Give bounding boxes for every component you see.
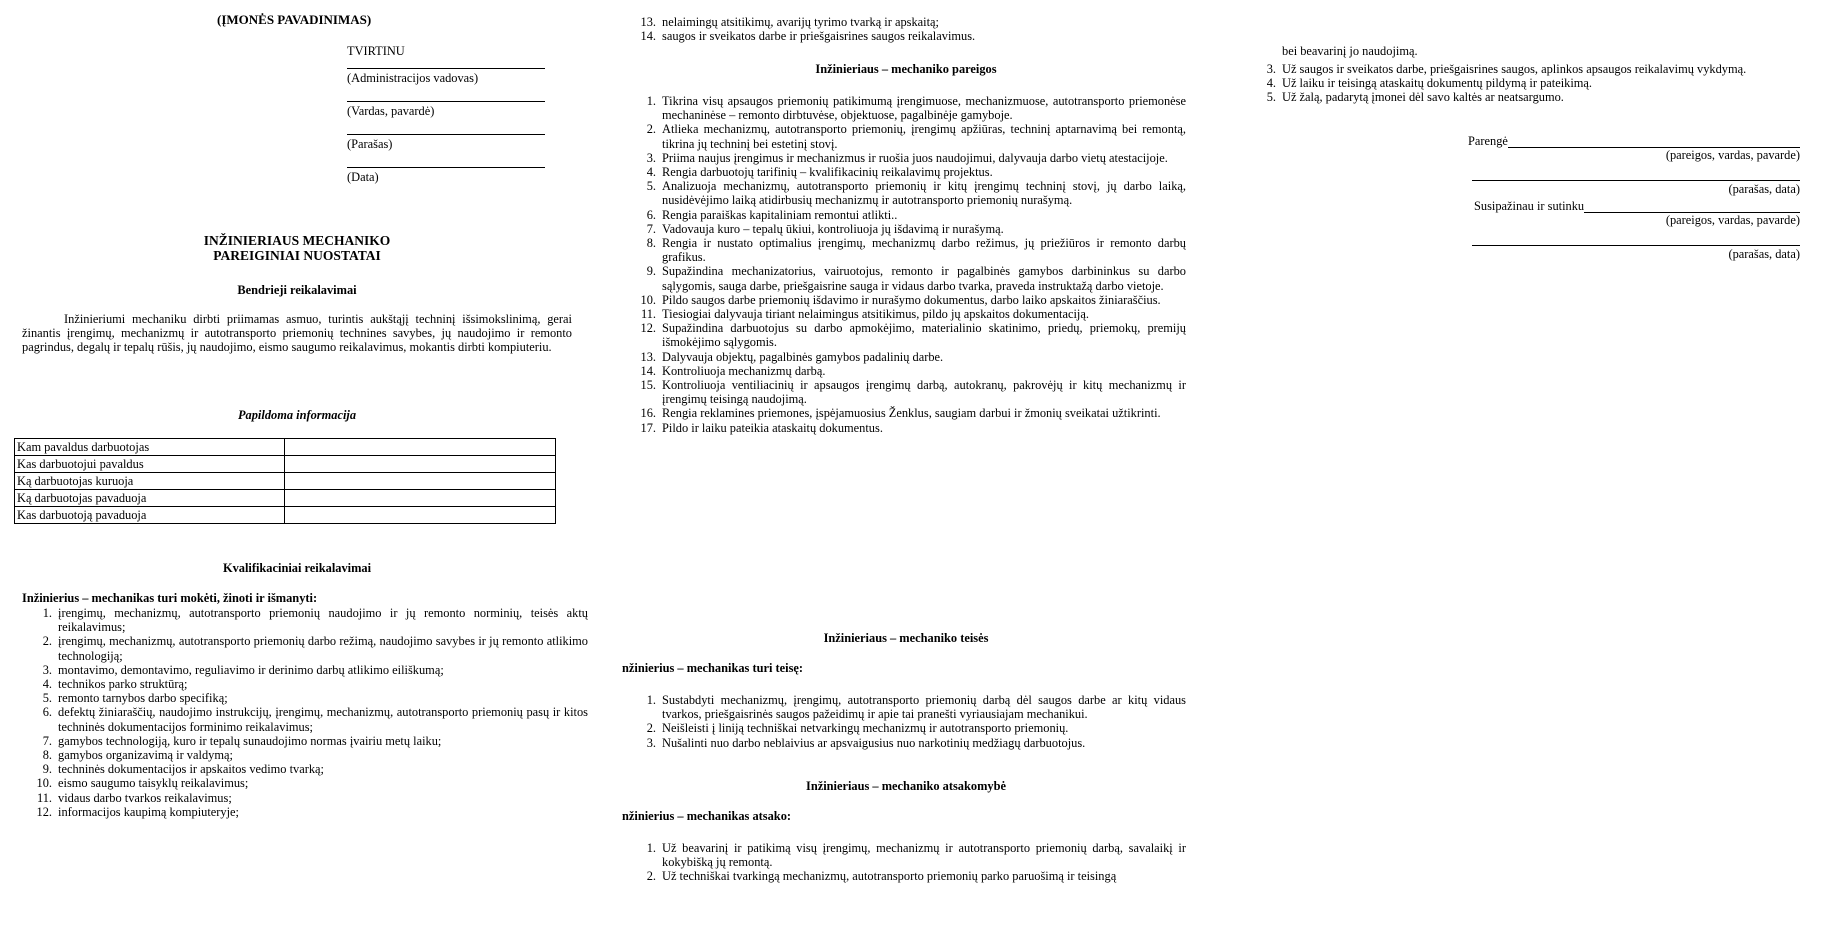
document-title-line1: INŽINIERIAUS MECHANIKO <box>203 233 391 248</box>
list-item-number: 1. <box>42 606 52 620</box>
list-item <box>626 293 1186 307</box>
table-row <box>15 456 556 473</box>
list-item <box>626 350 1186 364</box>
list-item-number: 13. <box>640 349 656 364</box>
list-item <box>626 307 1186 321</box>
list-item <box>626 869 1186 883</box>
list-item <box>626 406 1186 420</box>
rights-list <box>626 693 1186 750</box>
company-name: (ĮMONĖS PAVADINIMAS) <box>217 12 372 27</box>
list-item <box>22 734 588 748</box>
duties-heading: Inžinieriaus – mechaniko pareigos <box>815 62 997 76</box>
list-item <box>626 165 1186 179</box>
table-cell-label: Ką darbuotojas kuruoja <box>15 473 285 490</box>
list-item <box>626 29 1186 43</box>
table-cell-value <box>285 456 556 473</box>
acknowledged-signature-line <box>1472 245 1800 246</box>
list-item <box>626 94 1186 122</box>
additional-info-heading: Papildoma informacija <box>237 408 357 422</box>
list-item-number: 6. <box>42 705 52 720</box>
approve-title: TVIRTINU <box>347 44 405 58</box>
list-item-number: 12. <box>36 804 52 819</box>
table-cell-label: Kas darbuotoją pavaduoja <box>15 507 285 524</box>
list-item-text: saugos ir sveikatos darbe ir priešgaisrines saugos reikalavimus. <box>662 29 976 44</box>
document-title-line2: PAREIGINIAI NUOSTATAI <box>213 248 381 263</box>
list-item-text: remonto tarnybos darbo specifiką; <box>58 691 228 706</box>
list-item-number: 1. <box>646 94 656 108</box>
duties-list <box>626 94 1186 435</box>
table-cell-label: Ką darbuotojas pavaduoja <box>15 490 285 507</box>
list-item-number: 2. <box>646 721 656 736</box>
list-item <box>626 222 1186 236</box>
list-item <box>626 364 1186 378</box>
rights-heading: Inžinieriaus – mechaniko teisės <box>823 631 989 645</box>
table-cell-label: Kam pavaldus darbuotojas <box>15 439 285 456</box>
responsibility-heading: Inžinieriaus – mechaniko atsakomybė <box>806 779 1006 793</box>
list-item-number: 16. <box>640 406 656 421</box>
list-item-text: Neišleisti į liniją techniškai netvarkingų mechanizmų ir autotransporto priemonių. <box>662 721 1069 736</box>
list-item-number: 10. <box>640 292 656 307</box>
list-item-text: Dalyvauja objektų, pagalbinės gamybos padalinių darbe. <box>662 349 944 364</box>
list-item <box>1246 76 1802 90</box>
prepared-by-caption-position: (pareigos, vardas, pavarde) <box>1665 148 1800 163</box>
list-item <box>626 179 1186 207</box>
document-title <box>14 233 580 263</box>
qualification-heading: Kvalifikaciniai reikalavimai <box>222 561 372 575</box>
list-item-number: 7. <box>42 733 52 748</box>
list-item-text: Už laiku ir teisingą ataskaitų dokumentų pildymą ir pateikimą. <box>1282 76 1593 91</box>
list-item-text: įrengimų, mechanizmų, autotransporto priemonių darbo režimą, naudojimo savybes ir jų remonto atlikimo technologiją; <box>58 634 588 663</box>
list-item <box>22 762 588 776</box>
list-item-number: 2. <box>646 869 656 884</box>
list-item-number: 8. <box>42 748 52 763</box>
list-item-text: Už žalą, padarytą įmonei dėl savo kaltės ar neatsargumo. <box>1282 90 1564 105</box>
qualification-list <box>22 606 588 819</box>
acknowledged-line <box>1584 201 1800 213</box>
list-item-text: defektų žiniaraščių, naudojimo instrukcijų, įrengimų, mechanizmų, autotransporto priemonių pasų ir kitos techninės dokumentacijos forminimo reikalavimus; <box>58 705 588 734</box>
list-item-text: Už techniškai tvarkingą mechanizmų, autotransporto priemonių parko paruošimą ir teisingą <box>662 869 1117 884</box>
list-item-text: nelaimingų atsitikimų, avarijų tyrimo tvarką ir apskaitą; <box>662 15 939 29</box>
responsibility-item-continued: bei beavarinį jo naudojimą. <box>1282 44 1418 58</box>
list-item <box>22 805 588 819</box>
list-item <box>22 634 588 662</box>
list-item-text: Rengia reklamines priemones, įspėjamuosius Ženklus, saugiam darbui ir žmonių sveikatai užtikrinti. <box>662 406 1161 421</box>
list-item-number: 8. <box>646 236 656 251</box>
signature-line-signature: (Parašas) <box>347 134 545 157</box>
list-item <box>22 776 588 790</box>
list-item <box>22 691 588 705</box>
additional-info-table <box>14 438 556 524</box>
list-item-text: vidaus darbo tvarkos reikalavimus; <box>58 790 232 805</box>
list-item-text: Kontroliuoja ventiliacinių ir apsaugos įrengimų darbą, autokranų, pakrovėjų ir kitų mechanizmų ir įrengimų teisingą naudojimą. <box>662 378 1186 407</box>
list-item-number: 9. <box>646 264 656 279</box>
signature-line-name: (Vardas, pavardė) <box>347 101 545 124</box>
list-item-number: 2. <box>646 122 656 137</box>
list-item-number: 3. <box>646 735 656 750</box>
list-item-number: 1. <box>646 693 656 707</box>
list-item-number: 4. <box>646 165 656 180</box>
signature-line-date: (Data) <box>347 167 545 190</box>
list-item <box>626 264 1186 292</box>
list-item-text: Tiesiogiai dalyvauja tiriant nelaimingus atsitikimus, pildo jų apskaitos dokumentaciją. <box>662 307 1089 322</box>
list-item-text: Supažindina mechanizatorius, vairuotojus, remonto ir pagalbinės gamybos darbininkus su darbo sąlygomis, sauga darbe, priešgaisrine sauga ir vidaus darbo tvarka, praveda instruktažą darbo vietoje. <box>662 264 1186 293</box>
prepared-by-signature-line <box>1472 180 1800 181</box>
list-item-number: 15. <box>640 378 656 393</box>
list-item-text: Pildo ir laiku pateikia ataskaitų dokumentus. <box>662 420 883 435</box>
prepared-by-caption-signature: (parašas, data) <box>1728 182 1800 196</box>
list-item-text: Tikrina visų apsaugos priemonių patikimumą įrengimuose, mechanizmuose, autotransporto priemonėse mechaninėse – remonto dirbtuvėse, objektuose, pagalbinėje gamyboje. <box>662 94 1186 123</box>
list-item <box>626 721 1186 735</box>
list-item-text: informacijos kaupimą kompiuteryje; <box>58 804 239 819</box>
responsibility-lead: nžinierius – mechanikas atsako: <box>622 809 792 823</box>
list-item-text: Sustabdyti mechanizmų, įrengimų, autotransporto priemonių darbą dėl saugos darbe ar kitų vidaus tvarkos, priešgaisrinės saugos pažeidimų ir apie tai pranešti vyriausiajam mechanikui. <box>662 693 1186 722</box>
list-item-number: 5. <box>42 691 52 706</box>
list-item <box>626 321 1186 349</box>
list-item <box>22 748 588 762</box>
table-row <box>15 439 556 456</box>
list-item-text: Už saugos ir sveikatos darbe, priešgaisrines saugos, aplinkos apsaugos reikalavimų vykdymą. <box>1282 62 1747 76</box>
prepared-by-label: Parengė <box>1468 134 1508 148</box>
list-item <box>626 378 1186 406</box>
acknowledged-caption-signature: (parašas, data) <box>1728 247 1800 261</box>
list-item-number: 17. <box>640 420 656 435</box>
list-item-number: 5. <box>1266 90 1276 105</box>
list-item-text: įrengimų, mechanizmų, autotransporto priemonių naudojimo ir jų remonto norminių, teisės aktų reikalavimus; <box>58 606 588 635</box>
acknowledged-block <box>1474 199 1800 227</box>
table-row <box>15 490 556 507</box>
list-item <box>626 236 1186 264</box>
list-item-text: gamybos technologiją, kuro ir tepalų sunaudojimo normas įvairiu metų laiku; <box>58 733 442 748</box>
table-cell-label: Kas darbuotojui pavaldus <box>15 456 285 473</box>
list-item-number: 3. <box>42 662 52 677</box>
prepared-by-block <box>1468 134 1800 162</box>
acknowledged-label: Susipažinau ir sutinku <box>1474 199 1585 213</box>
general-text: Inžinieriumi mechaniku dirbti priimamas asmuo, turintis aukštąjį techninį išsimokslinimą, gerai žinantis įrengimų, mechanizmų ir autotransporto priemonių technines savybes, jų naudojimo ir remonto pagrindus, degalų ir tepalų rūšis, jų naudojimo, eismo saugumo reikalavimus, mokantis dirbti kompiuteriu. <box>22 312 572 355</box>
qualification-list-continued <box>626 15 1186 43</box>
list-item-text: Analizuoja mechanizmų, autotransporto priemonių ir kitų įrengimų techninį stovį, jų darbo laiką, nusidėvėjimo laiką atidirbusių mechanizmų ir autotransporto priemonių nurašymą. <box>662 179 1186 208</box>
list-item <box>22 791 588 805</box>
list-item-text: montavimo, demontavimo, reguliavimo ir derinimo darbų atlikimo eiliškumą; <box>58 662 444 677</box>
list-item-text: technikos parko struktūrą; <box>58 677 188 692</box>
list-item-text: gamybos organizavimą ir valdymą; <box>58 748 233 763</box>
list-item-number: 14. <box>640 29 656 44</box>
list-item-number: 11. <box>36 790 52 805</box>
list-item-text: Priima naujus įrengimus ir mechanizmus ir ruošia juos naudojimui, dalyvauja darbo vietų atestacijoje. <box>662 150 1168 165</box>
list-item-number: 6. <box>646 207 656 222</box>
list-item <box>626 736 1186 750</box>
list-item-text: Rengia ir nustato optimalius įrengimų, mechanizmų darbo režimus, jų priežiūros ir remonto darbų grafikus. <box>662 236 1186 265</box>
list-item <box>626 15 1186 29</box>
list-item-number: 11. <box>640 307 656 322</box>
table-row <box>15 473 556 490</box>
list-item-number: 4. <box>42 677 52 692</box>
list-item-text: Atlieka mechanizmų, autotransporto priemonių, įrengimų apžiūras, techninį aptarnavimą bei remontą, tikrina jų techninį bei estetinį stovį. <box>662 122 1186 151</box>
list-item-number: 12. <box>640 321 656 336</box>
list-item <box>1246 62 1802 76</box>
list-item <box>22 663 588 677</box>
list-item-text: Kontroliuoja mechanizmų darbą. <box>662 363 826 378</box>
list-item-number: 1. <box>646 841 656 855</box>
rights-lead: nžinierius – mechanikas turi teisę: <box>622 661 804 675</box>
list-item-text: Pildo saugos darbe priemonių išdavimo ir nurašymo dokumentus, darbo laiko apskaitos žiniaraščius. <box>662 292 1161 307</box>
list-item-number: 10. <box>36 776 52 791</box>
list-item <box>626 208 1186 222</box>
list-item <box>626 122 1186 150</box>
list-item-number: 5. <box>646 179 656 194</box>
list-item-text: Rengia paraiškas kapitaliniam remontui atlikti.. <box>662 207 898 222</box>
list-item-text: techninės dokumentacijos ir apskaitos vedimo tvarką; <box>58 762 324 777</box>
list-item-number: 14. <box>640 363 656 378</box>
table-row <box>15 507 556 524</box>
list-item-number: 3. <box>646 150 656 165</box>
list-item <box>626 693 1186 721</box>
acknowledged-caption-position: (pareigos, vardas, pavarde) <box>1665 213 1800 228</box>
table-cell-value <box>285 439 556 456</box>
list-item-text: Už beavarinį ir patikimą visų įrengimų, mechanizmų ir autotransporto priemonių darbą, savalaikį ir kokybišką jų remontą. <box>662 841 1186 870</box>
table-cell-value <box>285 507 556 524</box>
list-item-text: Supažindina darbuotojus su darbo apmokėjimo, materialinio skatinimo, priedų, priemokų, premijų išmokėjimo sąlygomis. <box>662 321 1186 350</box>
list-item <box>1246 90 1802 104</box>
approval-block <box>347 44 545 190</box>
list-item <box>626 841 1186 869</box>
prepared-by-line <box>1508 136 1800 148</box>
general-heading: Bendrieji reikalavimai <box>237 283 357 297</box>
responsibility-list <box>626 841 1186 884</box>
signature-line-administration: (Administracijos vadovas) <box>347 68 545 91</box>
responsibility-list-continued <box>1246 62 1802 105</box>
list-item-number: 2. <box>42 634 52 649</box>
qualification-lead: Inžinierius – mechanikas turi mokėti, žinoti ir išmanyti: <box>22 591 318 605</box>
list-item <box>22 705 588 733</box>
list-item <box>626 421 1186 435</box>
list-item-text: eismo saugumo taisyklų reikalavimus; <box>58 776 249 791</box>
list-item <box>22 677 588 691</box>
table-cell-value <box>285 490 556 507</box>
list-item-text: Rengia darbuotojų tarifinių – kvalifikacinių reikalavimų projektus. <box>662 165 993 180</box>
list-item-text: Nušalinti nuo darbo neblaivius ar apsvaigusius nuo narkotinių medžiagų darbuotojus. <box>662 735 1086 750</box>
list-item <box>626 151 1186 165</box>
list-item-number: 4. <box>1266 76 1276 91</box>
list-item-number: 7. <box>646 221 656 236</box>
list-item-text: Vadovauja kuro – tepalų ūkiui, kontroliuoja jų išdavimą ir nurašymą. <box>662 221 1004 236</box>
list-item-number: 9. <box>42 762 52 777</box>
table-cell-value <box>285 473 556 490</box>
list-item <box>22 606 588 634</box>
list-item-number: 3. <box>1266 62 1276 76</box>
list-item-number: 13. <box>640 15 656 29</box>
